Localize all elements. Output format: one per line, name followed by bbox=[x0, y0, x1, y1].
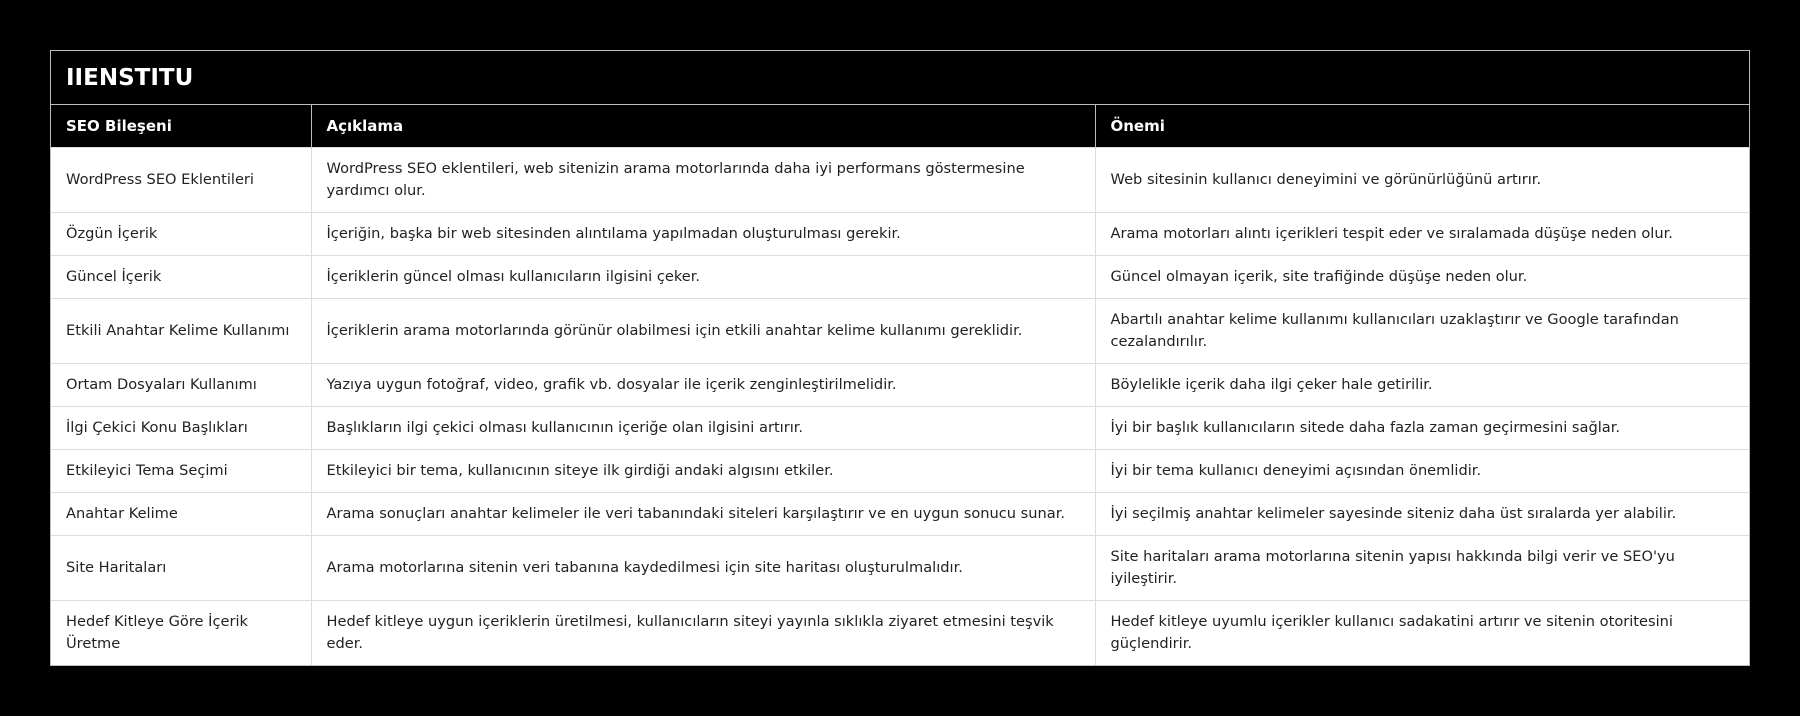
cell-importance: İyi bir başlık kullanıcıların sitede daha fazla zaman geçirmesini sağlar. bbox=[1095, 407, 1749, 450]
cell-description: İçeriklerin güncel olması kullanıcıların ilgisini çeker. bbox=[311, 256, 1095, 299]
table-row bbox=[51, 148, 1749, 213]
cell-importance: Web sitesinin kullanıcı deneyimini ve görünürlüğünü artırır. bbox=[1095, 148, 1749, 213]
header-importance: Önemi bbox=[1095, 105, 1749, 148]
cell-importance: Güncel olmayan içerik, site trafiğinde düşüşe neden olur. bbox=[1095, 256, 1749, 299]
table-row bbox=[51, 256, 1749, 299]
table-row bbox=[51, 493, 1749, 536]
cell-component: İlgi Çekici Konu Başlıkları bbox=[51, 407, 311, 450]
cell-description: Arama motorlarına sitenin veri tabanına kaydedilmesi için site haritası oluşturulmalıdır. bbox=[311, 536, 1095, 601]
cell-component: Etkileyici Tema Seçimi bbox=[51, 450, 311, 493]
table-row bbox=[51, 364, 1749, 407]
cell-description: İçeriğin, başka bir web sitesinden alıntılama yapılmadan oluşturulması gerekir. bbox=[311, 213, 1095, 256]
cell-importance: Hedef kitleye uyumlu içerikler kullanıcı sadakatini artırır ve sitenin otoritesini güçlendirir. bbox=[1095, 601, 1749, 666]
cell-component: Etkili Anahtar Kelime Kullanımı bbox=[51, 299, 311, 364]
cell-description: Başlıkların ilgi çekici olması kullanıcının içeriğe olan ilgisini artırır. bbox=[311, 407, 1095, 450]
table-row bbox=[51, 536, 1749, 601]
cell-component: Anahtar Kelime bbox=[51, 493, 311, 536]
cell-importance: Böylelikle içerik daha ilgi çeker hale getirilir. bbox=[1095, 364, 1749, 407]
cell-importance: İyi seçilmiş anahtar kelimeler sayesinde siteniz daha üst sıralarda yer alabilir. bbox=[1095, 493, 1749, 536]
cell-component: WordPress SEO Eklentileri bbox=[51, 148, 311, 213]
cell-description: Etkileyici bir tema, kullanıcının siteye ilk girdiği andaki algısını etkiler. bbox=[311, 450, 1095, 493]
header-seo-component: SEO Bileşeni bbox=[51, 105, 311, 148]
cell-component: Özgün İçerik bbox=[51, 213, 311, 256]
seo-table-container bbox=[50, 50, 1750, 666]
cell-description: Hedef kitleye uygun içeriklerin üretilmesi, kullanıcıların siteyi yayınla sıklıkla ziyaret etmesini teşvik eder. bbox=[311, 601, 1095, 666]
seo-components-table bbox=[51, 105, 1749, 665]
cell-description: Arama sonuçları anahtar kelimeler ile veri tabanındaki siteleri karşılaştırır ve en uygun sonucu sunar. bbox=[311, 493, 1095, 536]
cell-description: Yazıya uygun fotoğraf, video, grafik vb. dosyalar ile içerik zenginleştirilmelidir. bbox=[311, 364, 1095, 407]
cell-description: İçeriklerin arama motorlarında görünür olabilmesi için etkili anahtar kelime kullanımı gereklidir. bbox=[311, 299, 1095, 364]
header-row bbox=[51, 105, 1749, 148]
table-row bbox=[51, 407, 1749, 450]
table-title: IIENSTITU bbox=[51, 51, 1749, 105]
table-row bbox=[51, 299, 1749, 364]
header-description: Açıklama bbox=[311, 105, 1095, 148]
table-row bbox=[51, 601, 1749, 666]
cell-importance: İyi bir tema kullanıcı deneyimi açısından önemlidir. bbox=[1095, 450, 1749, 493]
cell-description: WordPress SEO eklentileri, web sitenizin arama motorlarında daha iyi performans göstermesine yardımcı olur. bbox=[311, 148, 1095, 213]
table-row bbox=[51, 450, 1749, 493]
cell-component: Güncel İçerik bbox=[51, 256, 311, 299]
cell-component: Ortam Dosyaları Kullanımı bbox=[51, 364, 311, 407]
table-row bbox=[51, 213, 1749, 256]
cell-importance: Arama motorları alıntı içerikleri tespit eder ve sıralamada düşüşe neden olur. bbox=[1095, 213, 1749, 256]
cell-component: Hedef Kitleye Göre İçerik Üretme bbox=[51, 601, 311, 666]
cell-importance: Site haritaları arama motorlarına sitenin yapısı hakkında bilgi verir ve SEO'yu iyileştirir. bbox=[1095, 536, 1749, 601]
cell-importance: Abartılı anahtar kelime kullanımı kullanıcıları uzaklaştırır ve Google tarafından cezalandırılır. bbox=[1095, 299, 1749, 364]
cell-component: Site Haritaları bbox=[51, 536, 311, 601]
